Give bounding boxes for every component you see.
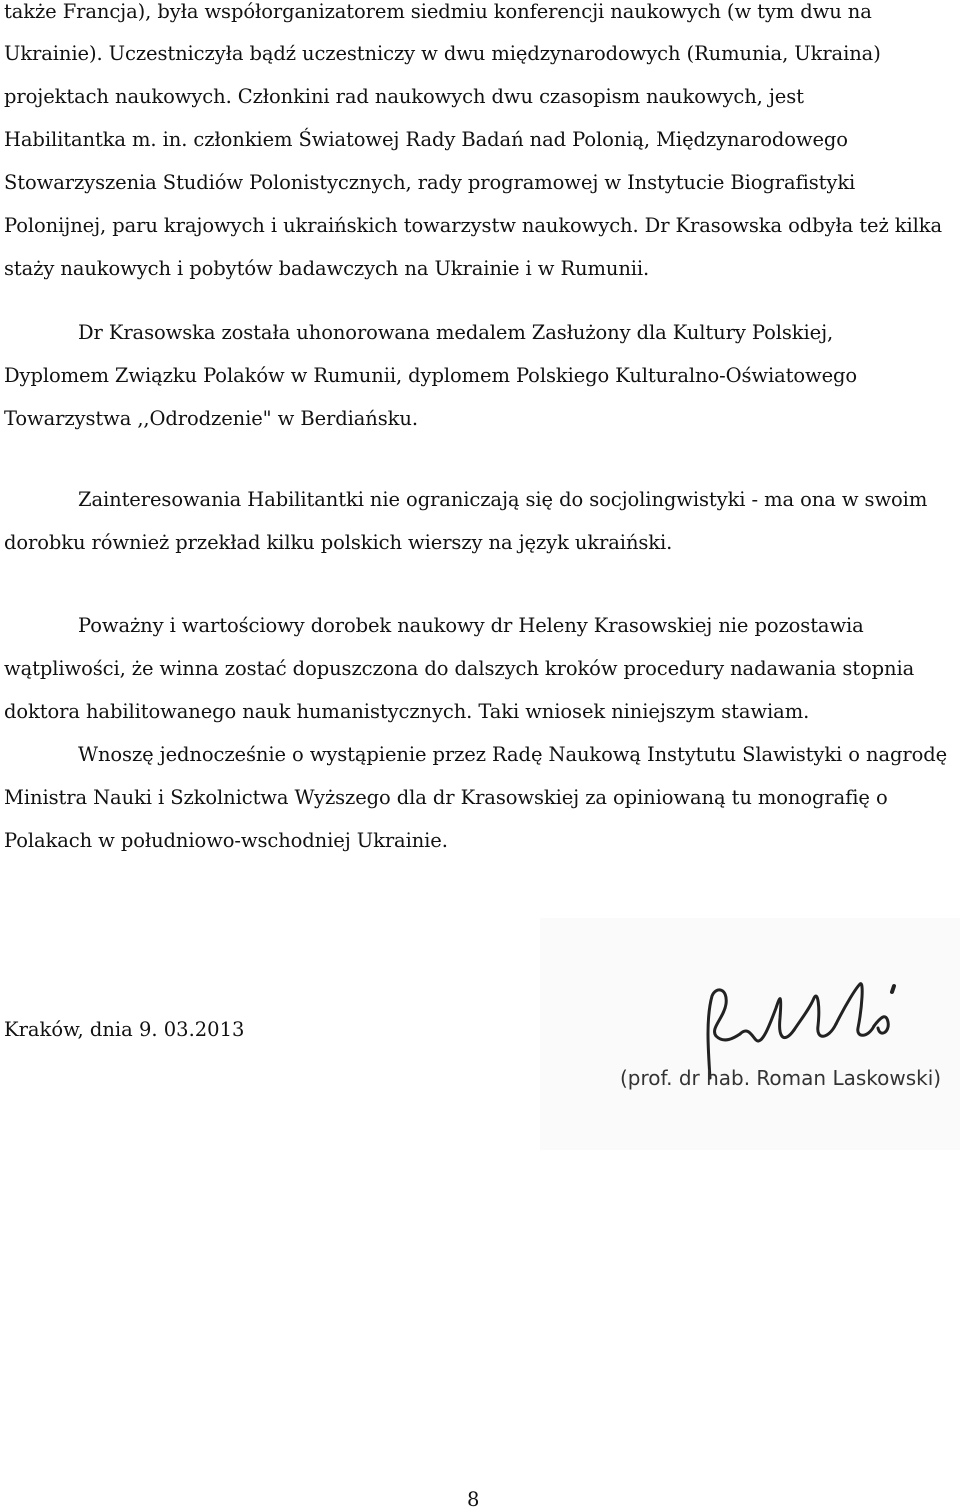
text-line: Wnoszę jednocześnie o wystąpienie przez Radę Naukową Instytutu Slawistyki o nagrodę xyxy=(78,743,948,766)
text-line: Ministra Nauki i Szkolnictwa Wyższego dla dr Krasowskiej za opiniowaną tu monografię o xyxy=(4,786,888,809)
date-line: Kraków, dnia 9. 03.2013 xyxy=(4,1018,245,1041)
signature-block xyxy=(540,918,960,1150)
text-line: także Francja), była współorganizatorem siedmiu konferencji naukowych (w tym dwu na xyxy=(4,0,872,23)
text-line: dorobku również przekład kilku polskich wierszy na język ukraiński. xyxy=(4,531,673,554)
text-line: Stowarzyszenia Studiów Polonistycznych, rady programowej w Instytucie Biografistyki xyxy=(4,171,856,194)
text-line: Polonijnej, paru krajowych i ukraińskich towarzystw naukowych. Dr Krasowska odbyła też kilka xyxy=(4,214,942,237)
text-line: wątpliwości, że winna zostać dopuszczona do dalszych kroków procedury nadawania stopnia xyxy=(4,657,915,680)
text-line: Towarzystwa ,,Odrodzenie" w Berdiańsku. xyxy=(4,407,418,430)
text-line: Zainteresowania Habilitantki nie ograniczają się do socjolingwistyki - ma ona w swoim xyxy=(78,488,928,511)
text-line: Ukrainie). Uczestniczyła bądź uczestniczy w dwu międzynarodowych (Rumunia, Ukraina) xyxy=(4,42,881,65)
text-line: Habilitantka m. in. członkiem Światowej Rady Badań nad Polonią, Międzynarodowego xyxy=(4,128,848,151)
page-number: 8 xyxy=(467,1488,480,1511)
signature-caption: (prof. dr hab. Roman Laskowski) xyxy=(620,1066,942,1090)
text-line: Poważny i wartościowy dorobek naukowy dr Heleny Krasowskiej nie pozostawia xyxy=(78,614,864,637)
text-line: Polakach w południowo-wschodniej Ukrainie. xyxy=(4,829,448,852)
text-line: projektach naukowych. Członkini rad naukowych dwu czasopism naukowych, jest xyxy=(4,85,804,108)
text-line: staży naukowych i pobytów badawczych na Ukrainie i w Rumunii. xyxy=(4,257,650,280)
text-line: Dyplomem Związku Polaków w Rumunii, dyplomem Polskiego Kulturalno-Oświatowego xyxy=(4,364,858,387)
text-line: Dr Krasowska została uhonorowana medalem Zasłużony dla Kultury Polskiej, xyxy=(78,321,834,344)
text-line: doktora habilitowanego nauk humanistycznych. Taki wniosek niniejszym stawiam. xyxy=(4,700,810,723)
